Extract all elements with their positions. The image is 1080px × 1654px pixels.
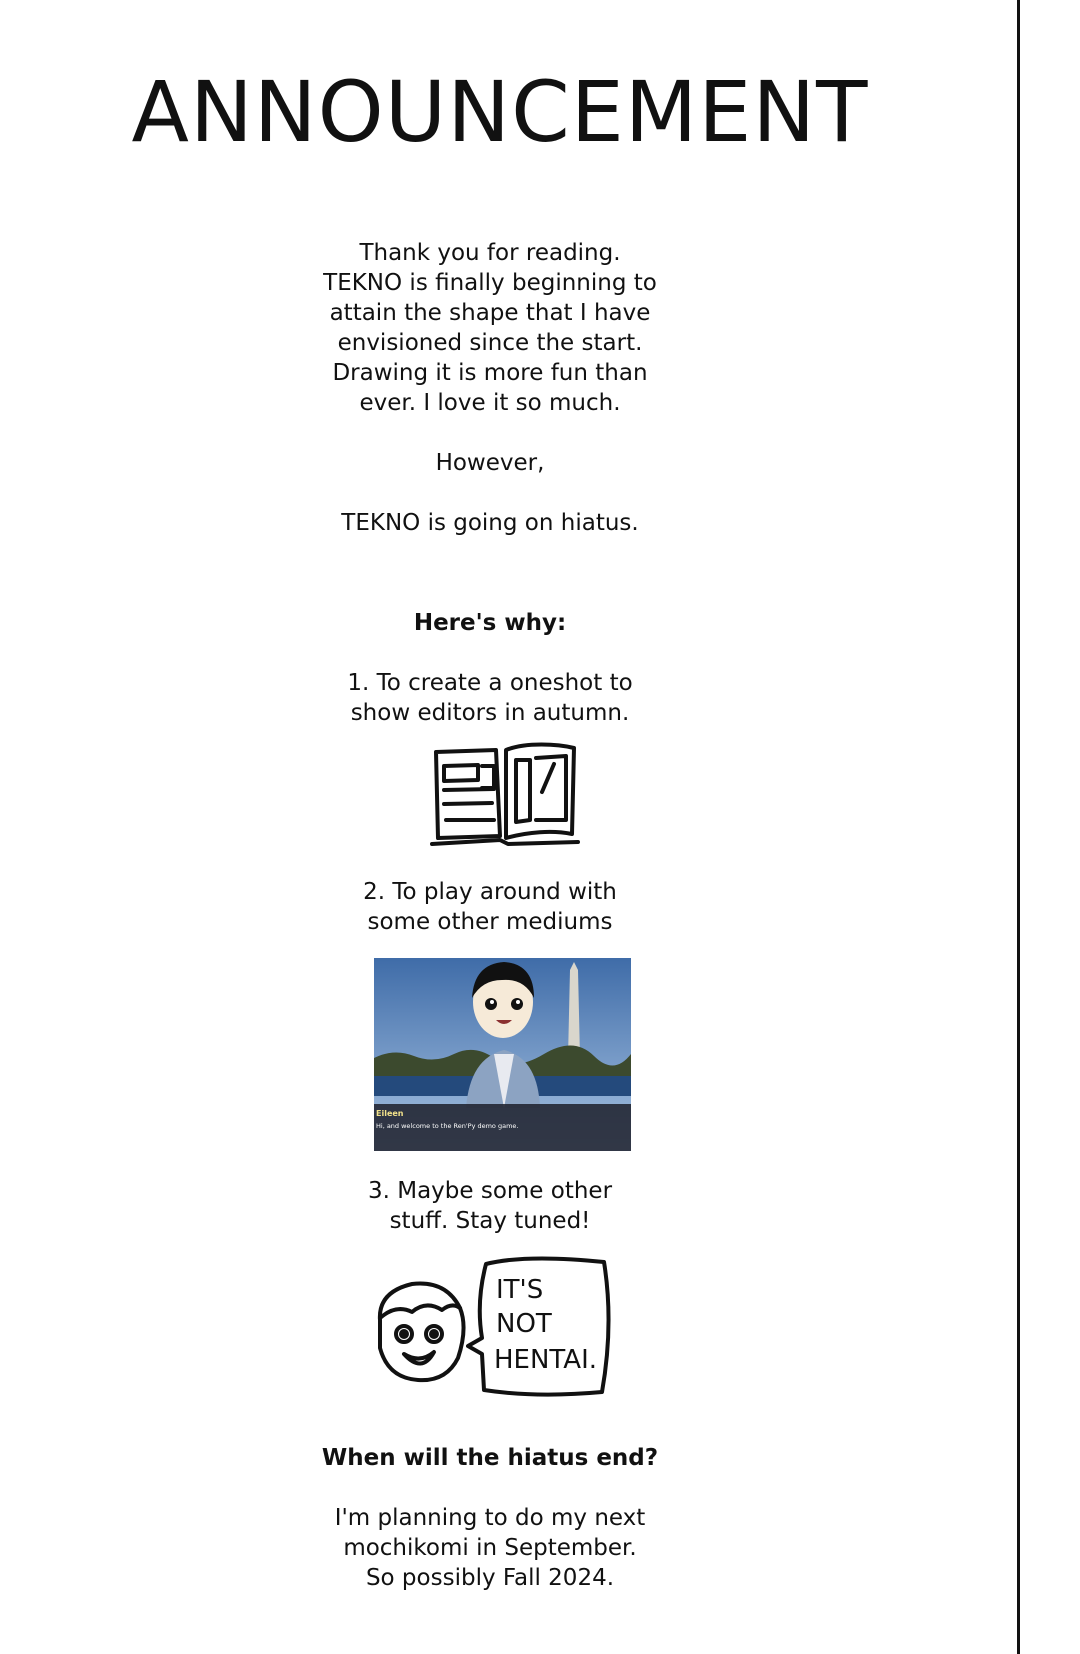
intro-line: Thank you for reading. [359, 240, 621, 266]
intro-line: ever. I love it so much. [359, 390, 621, 416]
intro-paragraph [240, 238, 740, 418]
visual-novel-screenshot [374, 958, 631, 1151]
intro-line: attain the shape that I have [329, 300, 651, 326]
bubble-line: HENTAI. [494, 1345, 598, 1375]
reason-2-line: some other mediums [367, 909, 613, 935]
intro-line: TEKNO is finally beginning to [323, 270, 657, 296]
end-paragraph [240, 1503, 740, 1593]
reason-3-line: stuff. Stay tuned! [389, 1208, 591, 1234]
bubble-line: IT'S [496, 1275, 544, 1305]
reason-3 [240, 1176, 740, 1236]
bubble-line: NOT [496, 1309, 552, 1339]
speech-bubble [466, 1252, 616, 1402]
end-heading: When will the hiatus end? [321, 1445, 659, 1471]
reason-2-line: 2. To play around with [363, 879, 617, 905]
page-border-line [1017, 0, 1020, 1654]
vn-dialogue-text: Hi, and welcome to the Ren'Py demo game. [376, 1122, 519, 1130]
vn-speaker-name: Eileen [376, 1109, 404, 1118]
reason-2 [240, 877, 740, 937]
why-heading: Here's why: [413, 610, 567, 636]
however-text: However, [435, 450, 545, 476]
hiatus-text: TEKNO is going on hiatus. [341, 510, 639, 536]
reason-1 [240, 668, 740, 728]
reason-1-line: 1. To create a oneshot to [347, 670, 633, 696]
reason-1-line: show editors in autumn. [350, 700, 630, 726]
reason-3-line: 3. Maybe some other [367, 1178, 613, 1204]
end-line: I'm planning to do my next [334, 1505, 646, 1531]
end-line: mochikomi in September. [343, 1535, 637, 1561]
open-book-icon [430, 740, 580, 848]
page-title: ANNOUNCEMENT [131, 63, 869, 161]
end-line: So possibly Fall 2024. [365, 1565, 615, 1591]
intro-line: Drawing it is more fun than [332, 360, 648, 386]
cartoon-face-icon [372, 1278, 472, 1386]
intro-line: envisioned since the start. [337, 330, 643, 356]
